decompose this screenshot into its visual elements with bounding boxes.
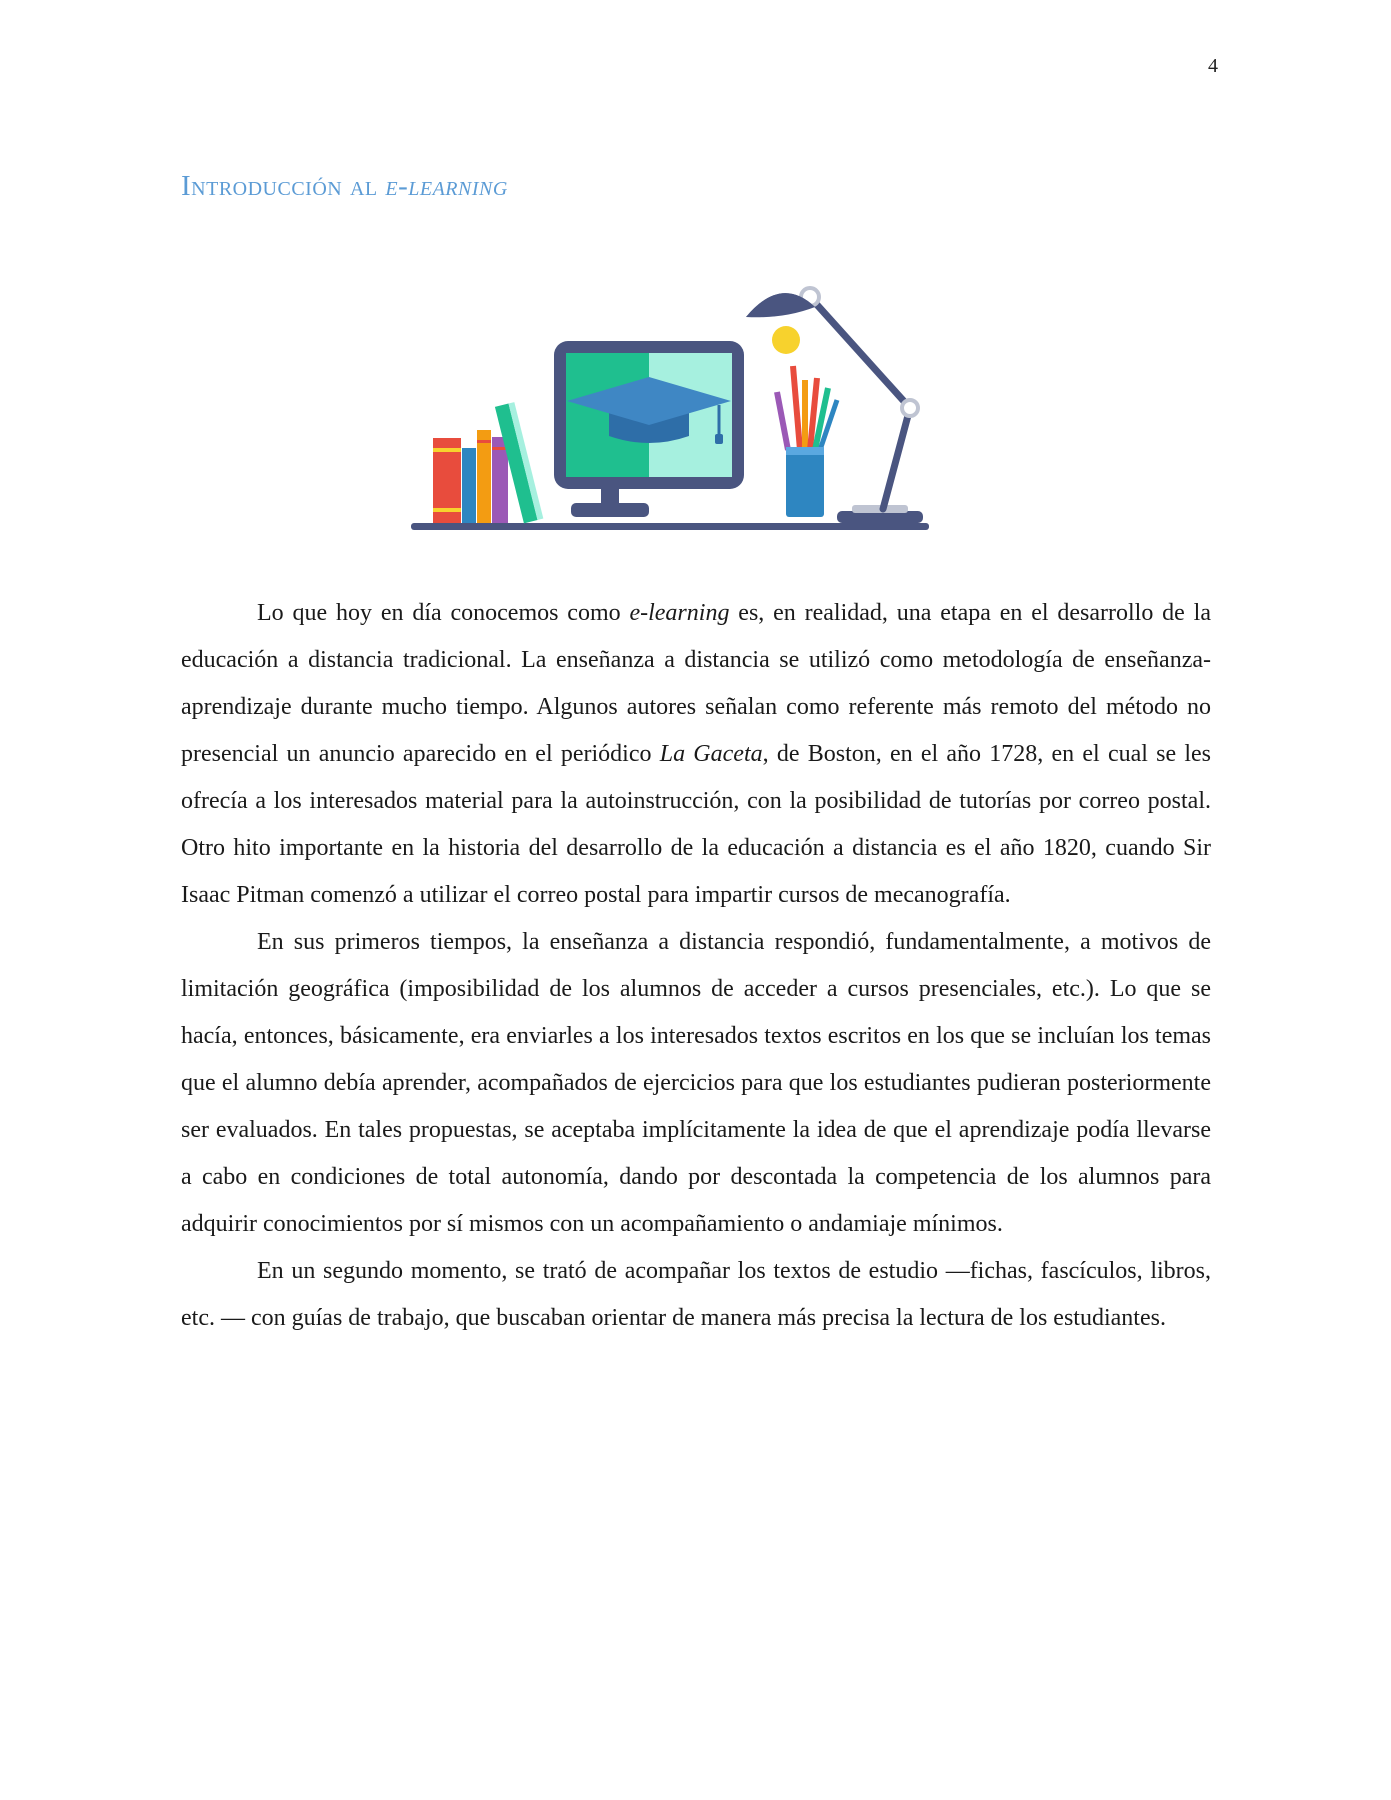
page-number: 4 xyxy=(1208,55,1218,77)
title-emphasis: e-learning xyxy=(385,170,508,202)
body-text xyxy=(181,590,1211,1342)
paragraph-text: es, en realidad, una etapa en el desarrollo de la educación a distancia tradicional. La enseñanza a distancia se utilizó como metodología de enseñanza-aprendizaje durante mucho tiempo. Algunos autores señalan como referente más remoto del método no presencial un anuncio aparecido en el periódico xyxy=(181,600,1211,767)
emphasis-term: e-learning xyxy=(629,600,730,626)
title-prefix: Introducción al xyxy=(181,170,386,202)
paragraph xyxy=(181,590,1211,919)
page-title xyxy=(181,170,508,203)
shelf xyxy=(411,523,929,530)
pencil-cup-icon xyxy=(777,366,837,517)
emphasis-term: La Gaceta xyxy=(659,741,763,767)
paragraph: En un segundo momento, se trató de acompañar los textos de estudio —fichas, fascículos, libros, etc. — con guías de trabajo, que buscaban orientar de manera más precisa la lectura de los estudiantes. xyxy=(181,1258,1211,1331)
paragraph-text: Lo que hoy en día conocemos como xyxy=(257,600,630,626)
paragraph-text: , de Boston, en el año 1728, en el cual se les ofrecía a los interesados material para la autoinstrucción, con la posibilidad de tutorías por correo postal. Otro hito importante en la historia del desarrollo de la educación a distancia es el año 1820, cuando Sir Isaac Pitman comenzó a utilizar el correo postal para impartir cursos de mecanografía. xyxy=(181,741,1212,908)
elearning-illustration xyxy=(405,270,935,535)
books-icon xyxy=(433,402,543,523)
paragraph: En sus primeros tiempos, la enseñanza a distancia respondió, fundamentalmente, a motivos de limitación geográfica (imposibilidad de los alumnos de acceder a cursos presenciales, etc.). Lo que se hacía, entonces, básicamente, era enviarles a los interesados textos escritos en los que se incluían los temas que el alumno debía aprender, acompañados de ejercicios para que los estudiantes pudieran posteriormente ser evaluados. En tales propuestas, se aceptaba implícitamente la idea de que el aprendizaje podía llevarse a cabo en condiciones de total autonomía, dando por descontada la competencia de los alumnos para adquirir conocimientos por sí mismos con un acompañamiento o andamiaje mínimos. xyxy=(181,929,1211,1237)
